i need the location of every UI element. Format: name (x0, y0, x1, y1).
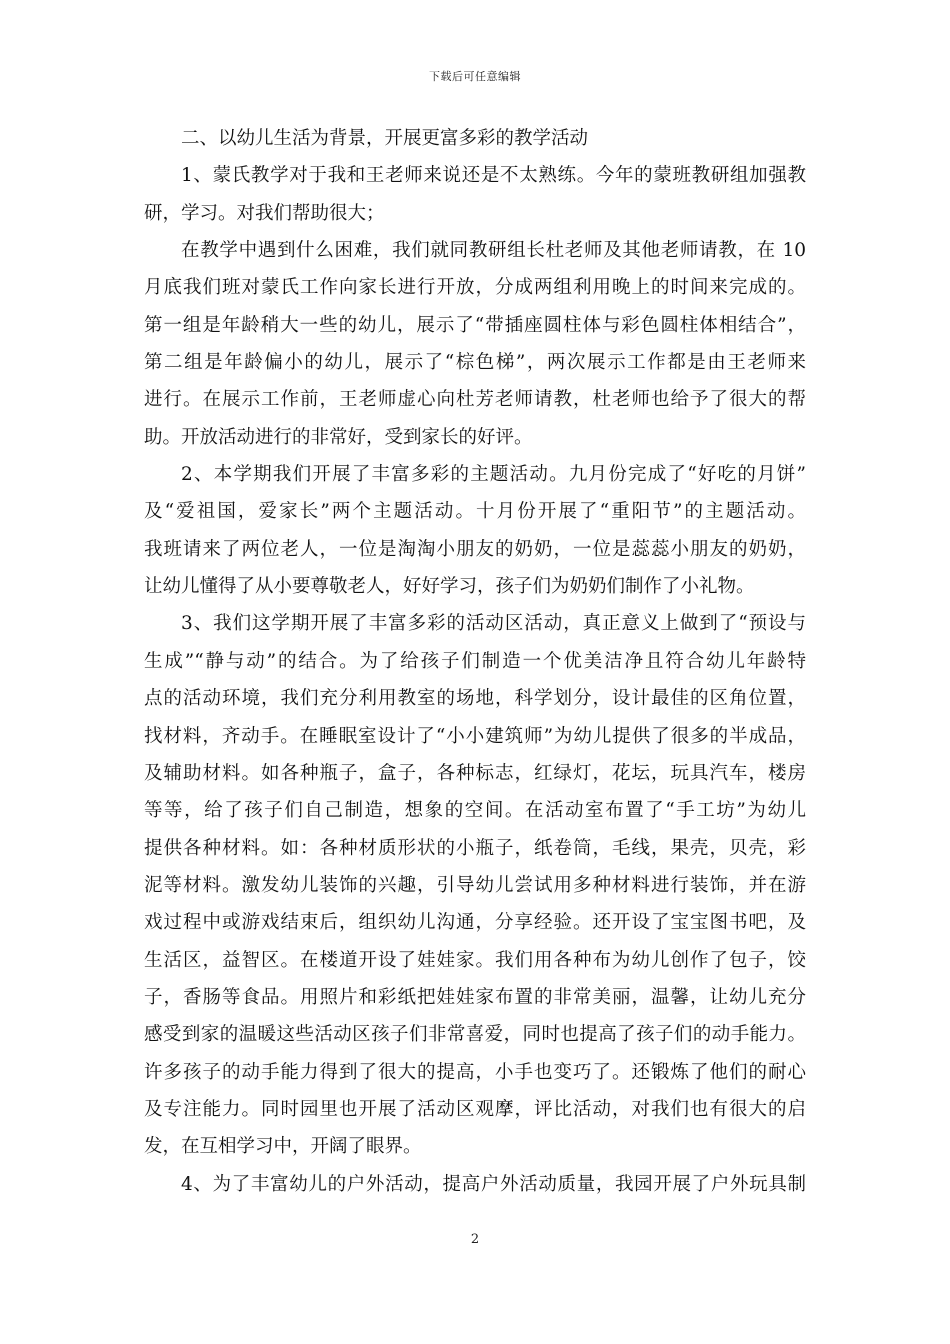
text-line: 及“爱祖国，爱家长”两个主题活动。十月份开展了“重阳节”的主题活动。 (144, 501, 806, 523)
document-body (144, 120, 806, 1203)
text-line: 许多孩子的动手能力得到了很大的提高，小手也变巧了。还锻炼了他们的耐心 (144, 1061, 806, 1083)
section-heading: 二、以幼儿生活为背景，开展更富多彩的教学活动 (181, 128, 589, 149)
text-line: 及辅助材料。如各种瓶子，盒子，各种标志，红绿灯，花坛，玩具汽车，楼房 (144, 762, 806, 784)
text-line: 及专注能力。同时园里也开展了活动区观摩，评比活动，对我们也有很大的启 (144, 1098, 806, 1120)
text-line: 生活区，益智区。在楼道开设了娃娃家。我们用各种布为幼儿创作了包子，饺 (144, 949, 806, 971)
text-line: 点的活动环境，我们充分利用教室的场地，科学划分，设计最佳的区角位置， (144, 688, 806, 710)
text-line: 月底我们班对蒙氏工作向家长进行开放，分成两组利用晚上的时间来完成的。 (144, 277, 806, 299)
text-line: 感受到家的温暖这些活动区孩子们非常喜爱，同时也提高了孩子们的动手能力。 (144, 1024, 806, 1046)
header-text: 下载后可任意编辑 (429, 70, 521, 83)
text-line: 3、我们这学期开展了丰富多彩的活动区活动，真正意义上做到了“预设与 (181, 613, 806, 635)
text-line: 找材料，齐动手。在睡眠室设计了“小小建筑师”为幼儿提供了很多的半成品， (144, 725, 806, 747)
text-line: 泥等材料。激发幼儿装饰的兴趣，引导幼儿尝试用多种材料进行装饰，并在游 (144, 874, 806, 896)
page-number: 2 (470, 1232, 480, 1247)
text-line: 子，香肠等食品。用照片和彩纸把娃娃家布置的非常美丽，温馨，让幼儿充分 (144, 986, 806, 1008)
text-line: 戏过程中或游戏结束后，组织幼儿沟通，分享经验。还开设了宝宝图书吧，及 (144, 912, 806, 934)
text-line: 发，在互相学习中，开阔了眼界。 (144, 1136, 422, 1158)
text-line: 第二组是年龄偏小的幼儿，展示了“棕色梯”，两次展示工作都是由王老师来 (144, 352, 806, 374)
text-line: 4、为了丰富幼儿的户外活动，提高户外活动质量，我园开展了户外玩具制 (181, 1173, 806, 1195)
text-line: 第一组是年龄稍大一些的幼儿，展示了“带插座圆柱体与彩色圆柱体相结合”， (144, 314, 806, 336)
text-line: 1、蒙氏教学对于我和王老师来说还是不太熟练。今年的蒙班教研组加强教 (181, 165, 806, 187)
text-line: 让幼儿懂得了从小要尊敬老人，好好学习，孩子们为奶奶们制作了小礼物。 (144, 576, 755, 598)
text-line: 我班请来了两位老人，一位是淘淘小朋友的奶奶，一位是蕊蕊小朋友的奶奶， (144, 538, 806, 560)
text-line: 研，学习。对我们帮助很大； (144, 202, 385, 224)
text-line: 生成”“静与动”的结合。为了给孩子们制造一个优美洁净且符合幼儿年龄特 (144, 650, 806, 672)
text-line: 提供各种材料。如：各种材质形状的小瓶子，纸卷筒，毛线，果壳，贝壳，彩 (144, 837, 806, 859)
text-line: 在教学中遇到什么困难，我们就同教研组长杜老师及其他老师请教，在 10 (181, 240, 806, 262)
text-line: 助。开放活动进行的非常好，受到家长的好评。 (144, 426, 533, 448)
text-line: 2、本学期我们开展了丰富多彩的主题活动。九月份完成了“好吃的月饼” (181, 464, 806, 486)
page-header (0, 68, 950, 84)
text-line: 等等，给了孩子们自己制造，想象的空间。在活动室布置了“手工坊”为幼儿 (144, 800, 806, 822)
text-line: 进行。在展示工作前，王老师虚心向杜芳老师请教，杜老师也给予了很大的帮 (144, 389, 806, 411)
